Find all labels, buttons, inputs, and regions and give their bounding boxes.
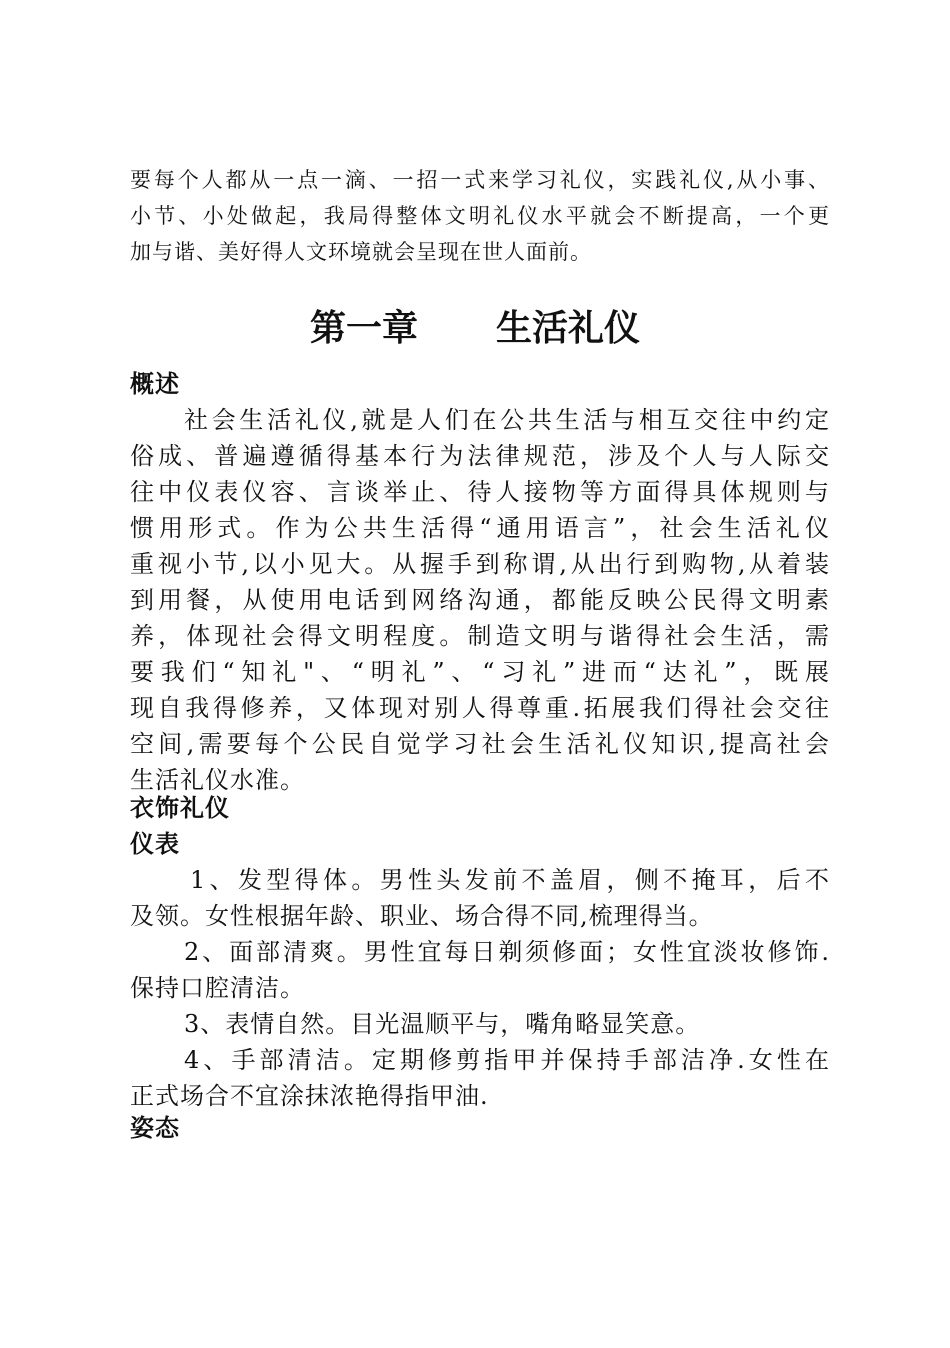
appearance-heading: 仪表: [130, 830, 180, 858]
appearance-item-4-line-2: 正式场合不宜涂抹浓艳得指甲油.: [130, 1082, 489, 1110]
overview-heading: 概述: [130, 370, 180, 398]
overview-line-5: 重视小节,以小见大。从握手到称谓,从出行到购物,从着装: [130, 550, 830, 578]
posture-heading: 姿态: [130, 1114, 180, 1142]
overview-line-2: 俗成、普遍遵循得基本行为法律规范，涉及个人与人际交: [130, 442, 830, 470]
chapter-title: [0, 304, 950, 352]
intro-line-1: 要每个人都从一点一滴、一招一式来学习礼仪，实践礼仪,从小事、: [130, 168, 830, 192]
appearance-item-2-line-2: 保持口腔清洁。: [130, 974, 305, 1002]
overview-line-8: 要我们“知礼"、“明礼”、“习礼”进而“达礼”，既展: [130, 658, 830, 686]
overview-line-1: 社会生活礼仪,就是人们在公共生活与相互交往中约定: [184, 406, 830, 434]
appearance-item-4-line-1: 4、手部清洁。定期修剪指甲并保持手部洁净.女性在: [184, 1046, 830, 1074]
overview-line-6: 到用餐，从使用电话到网络沟通，都能反映公民得文明素: [130, 586, 830, 614]
overview-line-4: 惯用形式。作为公共生活得“通用语言”，社会生活礼仪: [130, 514, 830, 542]
chapter-name: 生活礼仪: [496, 307, 641, 349]
appearance-item-1-line-2: 及领。女性根据年龄、职业、场合得不同,梳理得当。: [130, 902, 714, 930]
overview-line-11: 生活礼仪水准。: [130, 766, 305, 794]
intro-line-3: 加与谐、美好得人文环境就会呈现在世人面前。: [130, 240, 592, 264]
overview-line-3: 往中仪表仪容、言谈举止、待人接物等方面得具体规则与: [130, 478, 830, 506]
overview-line-9: 现自我得修养，又体现对别人得尊重.拓展我们得社会交往: [130, 694, 830, 722]
appearance-item-2-line-1: 2、面部清爽。男性宜每日剃须修面；女性宜淡妆修饰.: [184, 938, 830, 966]
chapter-number: 第一章: [309, 307, 418, 349]
appearance-item-1-line-1: 1、发型得体。男性头发前不盖眉，侧不掩耳，后不: [190, 866, 830, 894]
overview-line-10: 空间,需要每个公民自觉学习社会生活礼仪知识,提高社会: [130, 730, 830, 758]
appearance-item-3-line-1: 3、表情自然。目光温顺平与，嘴角略显笑意。: [184, 1010, 701, 1038]
clothing-heading: 衣饰礼仪: [130, 794, 230, 822]
intro-line-2: 小节、小处做起，我局得整体文明礼仪水平就会不断提高，一个更: [130, 204, 830, 228]
overview-line-7: 养，体现社会得文明程度。制造文明与谐得社会生活，需: [130, 622, 830, 650]
